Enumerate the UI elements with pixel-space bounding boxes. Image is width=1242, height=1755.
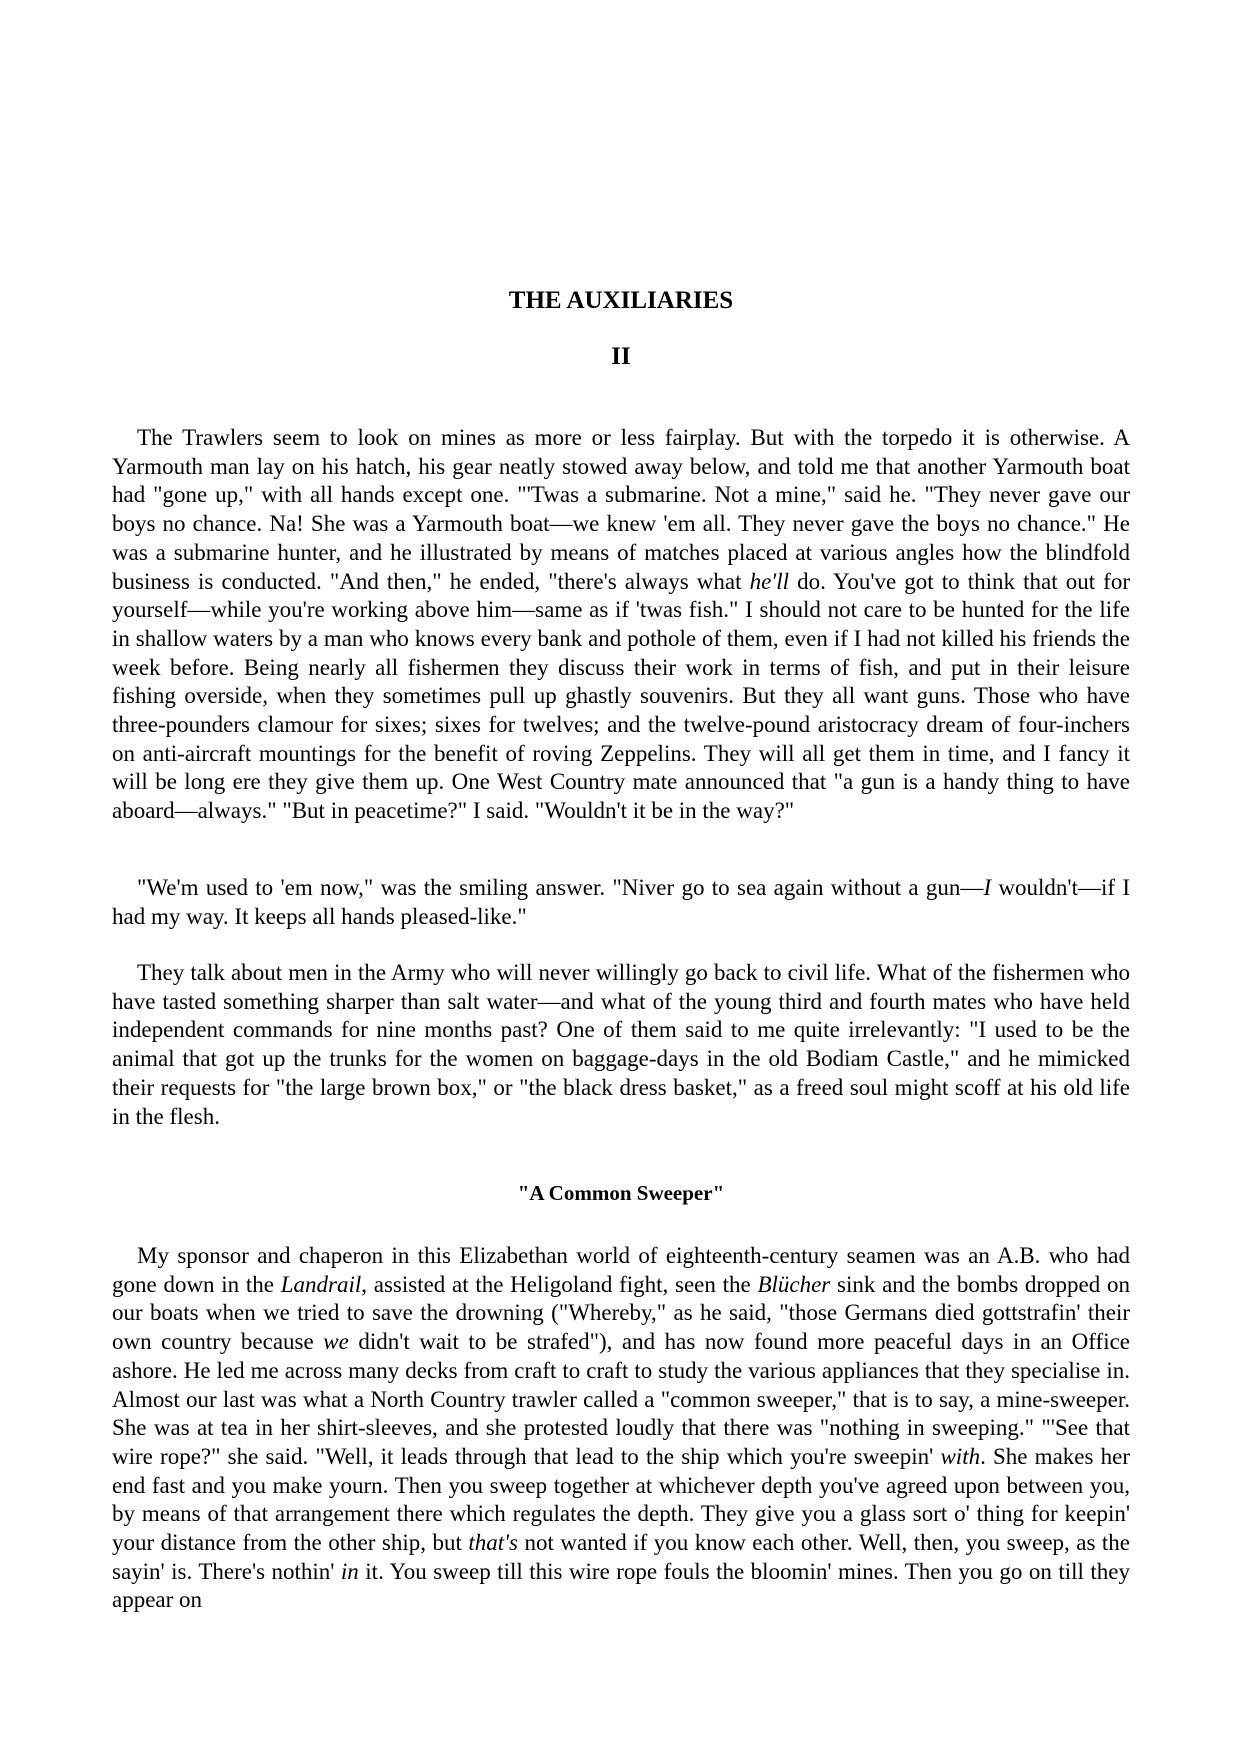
- italic-text-run: I: [983, 875, 992, 900]
- text-run: it. You sweep till this wire rope fouls the bloomin' mines. Then you go on till they appear on: [112, 1558, 1131, 1613]
- paragraph-army: They talk about men in the Army who will never willingly go back to civil life. What of the fishermen who have tasted something sharper than salt water—and what of the young third and fourth mates who have held independent commands for nine months past? One of them said to me quite irrelevantly: "I used to be the animal that got up the trunks for the women on baggage-days in the old Bodiam Castle," and he mimicked their requests for "the large brown box," or "the black dress basket," as a freed soul might scoff at his old life in the flesh.: [112, 960, 1130, 1129]
- italic-text-run: that's: [468, 1530, 519, 1556]
- italic-text-run: Landrail: [280, 1271, 362, 1297]
- text-run: My sponsor and chaperon in this Elizabethan world of eighteenth-century seamen was an A.B. who had gone down in the: [112, 1243, 1130, 1297]
- text-run: . She makes her end fast and you make yourn. Then you sweep together at whichever depth you've agreed upon between you, by means of that arrangement there which regulates the depth. They give you a glass sort o' thing for keepin' your distance from the other ship, but: [112, 1443, 1130, 1556]
- text-run: wouldn't—if I had my way. It keeps all hands pleased-like.": [112, 875, 1130, 929]
- text-run: sink and the bombs dropped on our boats when we tried to save the drowning ("Whereby," as he said, "those Germans died gottstrafin' their own country because: [112, 1271, 1130, 1355]
- text-run: do. You've got to think that out for yourself—while you're working above him—same as if 'twas fish." I should not care to be hunted for the life in shallow waters by a man who knows every bank and pothole of them, even if I had not killed his friends the week before. Being nearly all fishermen they discuss their work in terms of fish, and put in their leisure fishing overside, when they sometimes pull up ghastly souvenirs. But they all want guns. Those who have three-pounders clamour for sixes; sixes for twelves; and the twelve-pound aristocracy dream of four-inchers on anti-aircraft mountings for the benefit of roving Zeppelins. They will all get them in time, and I fancy it will be long ere they give them up. One West Country mate announced that "a gun is a handy thing to have aboard—always." "But in peacetime?" I said. "Wouldn't it be in the way?": [112, 568, 1130, 824]
- chapter-number: II: [611, 343, 631, 370]
- italic-text-run: Blücher: [757, 1271, 831, 1297]
- chapter-title: THE AUXILIARIES: [508, 287, 734, 314]
- italic-text-run: with: [940, 1443, 981, 1469]
- paragraph-answer: [112, 874, 1130, 931]
- paragraph-sponsor: [112, 1242, 1130, 1615]
- text-run: didn't wait to be strafed"), and has now found more peaceful days in an Office ashore. He led me across many decks from craft to craft to study the various appliances that they specialise in. Almost our last was what a North Country trawler called a "common sweeper," that is to say, a mine-sweeper. She was at tea in her shirt-sleeves, and she protested loudly that there was "nothing in sweeping." "'See that wire rope?" she said. "Well, it leads through that lead to the ship which you're sweepin': [112, 1329, 1130, 1469]
- text-run: The Trawlers seem to look on mines as more or less fairplay. But with the torpedo it is otherwise. A Yarmouth man lay on his hatch, his gear neatly stowed away below, and told me that another Yarmouth boat had "gone up," with all hands except one. "'Twas a submarine. Not a mine," said he. "They never gave our boys no chance. Na! She was a Yarmouth boat—we knew 'em all. They never gave the boys no chance." He was a submarine hunter, and he illustrated by means of matches placed at various angles how the blindfold business is conducted. "And then," he ended, "there's always what: [112, 425, 1130, 594]
- italic-text-run: we: [323, 1329, 349, 1355]
- section-title: "A Common Sweeper": [517, 1181, 725, 1205]
- italic-text-run: he'll: [749, 568, 789, 594]
- text-run: "We'm used to 'em now," was the smiling answer. "Niver go to sea again without a gun—: [137, 875, 984, 900]
- text-run: , assisted at the Heligoland fight, seen the: [361, 1271, 758, 1297]
- italic-text-run: in: [340, 1558, 359, 1584]
- text-run: not wanted if you know each other. Well, then, you sweep, as the sayin' is. There's nothin': [112, 1530, 1130, 1584]
- paragraph-trawlers: [112, 424, 1130, 826]
